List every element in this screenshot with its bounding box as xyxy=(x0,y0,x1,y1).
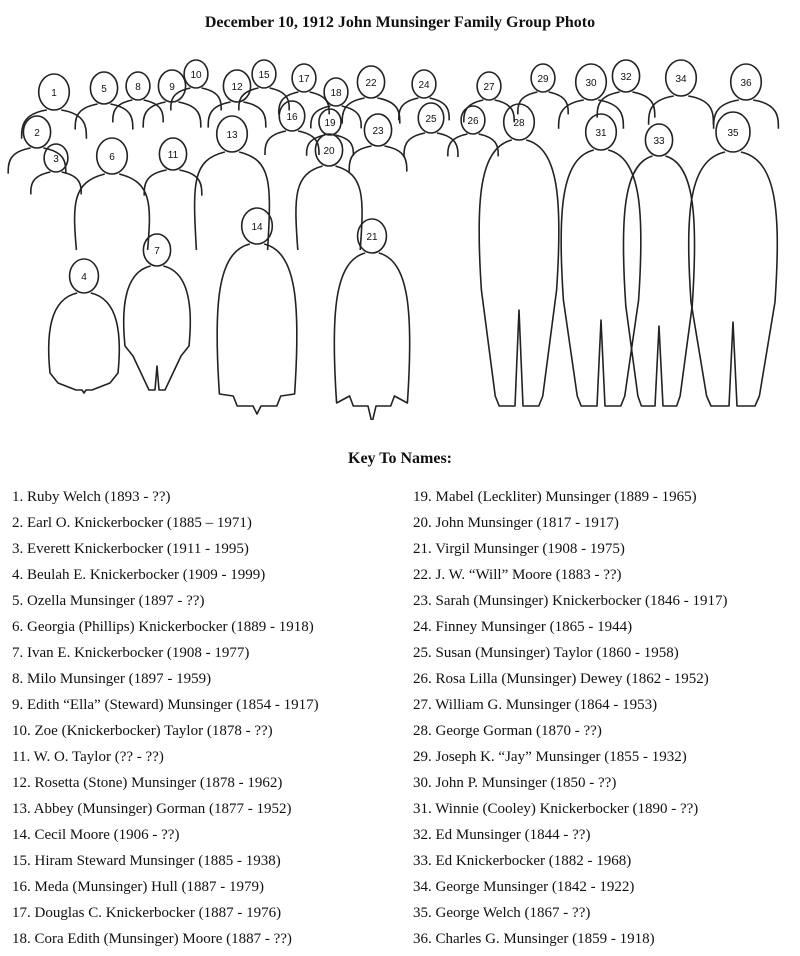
figure-number: 9 xyxy=(169,82,175,93)
figure-number: 13 xyxy=(226,130,238,141)
figure-outline xyxy=(49,293,120,393)
key-entry-20: 20. John Munsinger (1817 - 1917) xyxy=(413,515,619,531)
key-entry-23: 23. Sarah (Munsinger) Knickerbocker (1846 - 1917) xyxy=(413,593,728,609)
figure-number: 18 xyxy=(330,88,342,99)
figure-number: 2 xyxy=(34,128,40,139)
figure-number: 8 xyxy=(135,82,141,93)
key-entry-35: 35. George Welch (1867 - ??) xyxy=(413,905,591,921)
key-entry-6: 6. Georgia (Phillips) Knickerbocker (1889 - 1918) xyxy=(12,619,314,635)
figure-26 xyxy=(448,106,498,156)
figure-outline xyxy=(714,100,779,129)
key-entry-13: 13. Abbey (Munsinger) Gorman (1877 - 1952) xyxy=(12,801,292,817)
key-entry-29: 29. Joseph K. “Jay” Munsinger (1855 - 1932) xyxy=(413,749,687,765)
figure-number: 34 xyxy=(675,74,687,85)
key-entry-5: 5. Ozella Munsinger (1897 - ??) xyxy=(12,593,205,609)
key-entry-19: 19. Mabel (Leckliter) Munsinger (1889 - 1965) xyxy=(413,489,697,505)
figure-outline xyxy=(143,102,201,128)
key-entry-1: 1. Ruby Welch (1893 - ??) xyxy=(12,489,171,505)
figure-outline xyxy=(597,92,655,118)
figure-7 xyxy=(124,234,191,390)
key-entry-9: 9. Edith “Ella” (Steward) Munsinger (1854 - 1917) xyxy=(12,697,319,713)
figure-number: 15 xyxy=(258,70,270,81)
key-list-left xyxy=(12,484,392,952)
key-entry-4: 4. Beulah E. Knickerbocker (1909 - 1999) xyxy=(12,567,266,583)
key-entry-26: 26. Rosa Lilla (Munsinger) Dewey (1862 - 1952) xyxy=(413,671,709,687)
figure-number: 36 xyxy=(740,78,752,89)
figure-outline xyxy=(22,110,87,139)
key-entry-3: 3. Everett Knickerbocker (1911 - 1995) xyxy=(12,541,249,557)
key-entry-28: 28. George Gorman (1870 - ??) xyxy=(413,723,602,739)
key-entry-7: 7. Ivan E. Knickerbocker (1908 - 1977) xyxy=(12,645,250,661)
figure-outline xyxy=(124,266,191,390)
key-entry-34: 34. George Munsinger (1842 - 1922) xyxy=(413,879,635,895)
figure-outline xyxy=(31,172,81,194)
key-entry-16: 16. Meda (Munsinger) Hull (1887 - 1979) xyxy=(12,879,265,895)
figure-number: 29 xyxy=(537,74,549,85)
figure-number: 5 xyxy=(101,84,107,95)
key-entry-25: 25. Susan (Munsinger) Taylor (1860 - 1958) xyxy=(413,645,679,661)
figure-outline xyxy=(75,104,133,130)
figure-outline xyxy=(448,134,498,156)
key-entry-30: 30. John P. Munsinger (1850 - ??) xyxy=(413,775,617,791)
figure-5 xyxy=(75,72,133,130)
figure-1 xyxy=(22,74,87,139)
key-entry-18: 18. Cora Edith (Munsinger) Moore (1887 - ??) xyxy=(12,931,292,947)
key-list-right xyxy=(413,484,798,952)
figure-number: 11 xyxy=(167,150,179,161)
key-entry-15: 15. Hiram Steward Munsinger (1885 - 1938) xyxy=(12,853,281,869)
key-entry-10: 10. Zoe (Knickerbocker) Taylor (1878 - ??) xyxy=(12,723,273,739)
figure-22 xyxy=(342,66,400,124)
figure-6 xyxy=(75,138,150,250)
key-entry-12: 12. Rosetta (Stone) Munsinger (1878 - 1962) xyxy=(12,775,283,791)
figure-outline xyxy=(208,102,266,128)
figure-11 xyxy=(144,138,202,196)
figure-12 xyxy=(208,70,266,128)
key-entry-14: 14. Cecil Moore (1906 - ??) xyxy=(12,827,180,843)
figure-10 xyxy=(171,60,221,110)
figure-number: 6 xyxy=(109,152,115,163)
figure-34 xyxy=(649,60,714,125)
figure-20 xyxy=(296,134,362,250)
figure-outline xyxy=(171,88,221,110)
figure-number: 22 xyxy=(365,78,377,89)
figure-number: 31 xyxy=(595,128,607,139)
figure-number: 16 xyxy=(286,112,298,123)
figure-outline xyxy=(342,98,400,124)
figure-outline xyxy=(113,100,163,122)
figure-number: 12 xyxy=(231,82,243,93)
figure-number: 33 xyxy=(653,136,665,147)
key-entry-8: 8. Milo Munsinger (1897 - 1959) xyxy=(12,671,212,687)
figure-outline xyxy=(217,244,297,414)
figure-number: 27 xyxy=(483,82,495,93)
key-entry-17: 17. Douglas C. Knickerbocker (1887 - 1976) xyxy=(12,905,282,921)
figure-outline xyxy=(623,156,694,406)
figure-number: 32 xyxy=(620,72,632,83)
key-heading: Key To Names: xyxy=(348,450,452,467)
figure-outline xyxy=(296,166,362,250)
figure-number: 7 xyxy=(154,246,160,257)
figure-outline xyxy=(479,140,559,406)
figure-outline xyxy=(649,96,714,125)
figure-number: 10 xyxy=(190,70,202,81)
key-entry-21: 21. Virgil Munsinger (1908 - 1975) xyxy=(413,541,625,557)
figure-17 xyxy=(279,64,329,114)
figure-number: 35 xyxy=(727,128,739,139)
figure-number: 30 xyxy=(585,78,597,89)
key-entry-22: 22. J. W. “Will” Moore (1883 - ??) xyxy=(413,567,622,583)
key-entry-11: 11. W. O. Taylor (?? - ??) xyxy=(12,749,164,765)
figure-number: 28 xyxy=(513,118,525,129)
figure-outline xyxy=(689,152,778,406)
figure-23 xyxy=(349,114,407,172)
figure-4 xyxy=(49,259,120,393)
figure-35 xyxy=(689,112,778,406)
figure-outline xyxy=(334,253,410,420)
figure-number: 25 xyxy=(425,114,437,125)
figure-21 xyxy=(334,219,410,420)
figure-outline xyxy=(518,92,568,114)
figure-number: 23 xyxy=(372,126,384,137)
figure-outline xyxy=(144,170,202,196)
figure-27 xyxy=(464,72,514,122)
figure-number: 3 xyxy=(53,154,59,165)
figure-number: 1 xyxy=(51,88,57,99)
figure-24 xyxy=(399,70,449,120)
figure-14 xyxy=(217,208,297,414)
key-entry-31: 31. Winnie (Cooley) Knickerbocker (1890 - ??) xyxy=(413,801,699,817)
key-entry-33: 33. Ed Knickerbocker (1882 - 1968) xyxy=(413,853,632,869)
figure-outline xyxy=(311,106,361,128)
figure-number: 14 xyxy=(251,222,263,233)
key-entry-27: 27. William G. Munsinger (1864 - 1953) xyxy=(413,697,658,713)
figure-number: 24 xyxy=(418,80,430,91)
silhouette-diagram xyxy=(0,50,800,420)
figure-number: 21 xyxy=(366,232,378,243)
figure-outline xyxy=(195,152,270,250)
figure-number: 26 xyxy=(467,116,479,127)
figure-29 xyxy=(518,64,568,114)
figure-number: 20 xyxy=(323,146,335,157)
key-entry-2: 2. Earl O. Knickerbocker (1885 – 1971) xyxy=(12,515,252,531)
figure-33 xyxy=(623,124,694,406)
figure-number: 19 xyxy=(324,118,336,129)
figure-outline xyxy=(75,174,150,250)
figure-31 xyxy=(561,114,641,406)
figure-number: 4 xyxy=(81,272,87,283)
figure-8 xyxy=(113,72,163,122)
page-title: December 10, 1912 John Munsinger Family Group Photo xyxy=(204,14,596,31)
key-entry-36: 36. Charles G. Munsinger (1859 - 1918) xyxy=(413,931,655,947)
figure-28 xyxy=(479,104,559,406)
figure-outline xyxy=(349,146,407,172)
key-entry-24: 24. Finney Munsinger (1865 - 1944) xyxy=(413,619,633,635)
figure-number: 17 xyxy=(298,74,310,85)
figure-outline xyxy=(265,131,319,155)
key-entry-32: 32. Ed Munsinger (1844 - ??) xyxy=(413,827,591,843)
figure-25 xyxy=(404,103,458,157)
